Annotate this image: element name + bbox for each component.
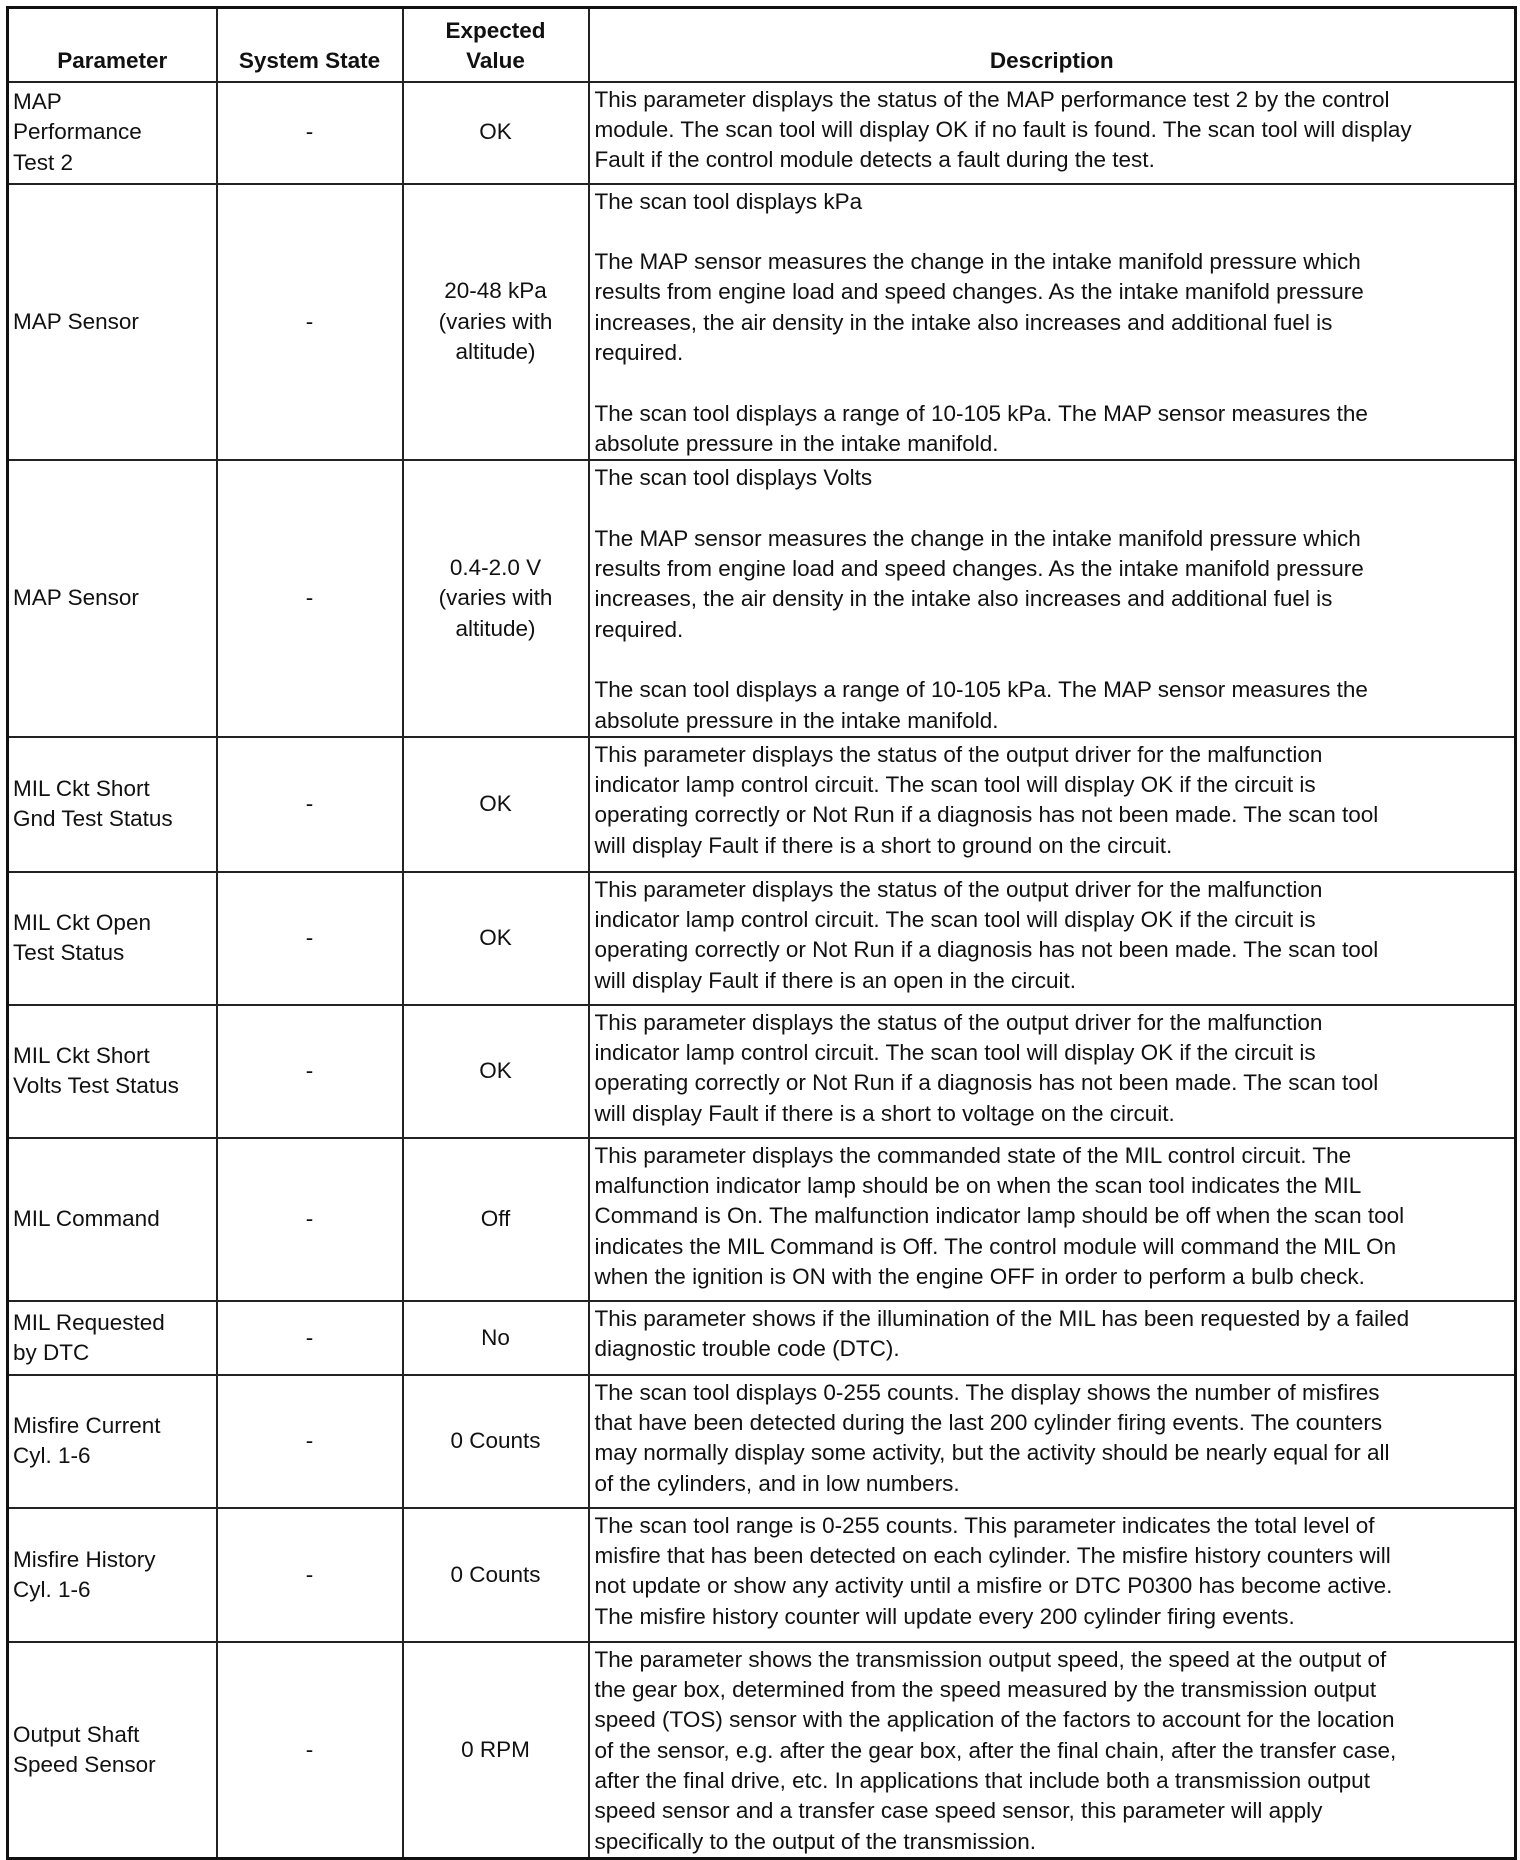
description-cell: This parameter displays the status of the output driver for the malfunction indicator lamp control circuit. The scan tool will display OK if the circuit is operating correctly or Not Run if a diagnosis has not been made. The scan tool will display Fault if there is a short to ground on the circuit. [589,737,1516,872]
expected-value-cell: 0 Counts [403,1508,589,1642]
param-cell: MAP Sensor [8,184,217,461]
table-row [8,1301,1516,1375]
expected-value-cell: Off [403,1138,589,1301]
header-system-state: System State [217,8,403,82]
system-state-cell: - [217,460,403,737]
system-state-cell: - [217,1301,403,1375]
system-state-cell: - [217,1005,403,1138]
expected-value-cell: 0.4-2.0 V (varies with altitude) [403,460,589,737]
description-cell: The scan tool displays kPa The MAP sensor measures the change in the intake manifold pressure which results from engine load and speed changes. As the intake manifold pressure increases, the air density in the intake also increases and additional fuel is required. The scan tool displays a range of 10-105 kPa. The MAP sensor measures the absolute pressure in the intake manifold. [589,184,1516,461]
param-cell: MIL Command [8,1138,217,1301]
expected-value-cell: 0 RPM [403,1642,589,1859]
param-cell: MIL Ckt Open Test Status [8,872,217,1005]
header-expected-value: Expected Value [403,8,589,82]
description-cell: The scan tool displays 0-255 counts. The display shows the number of misfires that have been detected during the last 200 cylinder firing events. The counters may normally display some activity, but the activity should be nearly equal for all of the cylinders, and in low numbers. [589,1375,1516,1508]
table-row [8,1508,1516,1642]
param-cell: MIL Ckt Short Gnd Test Status [8,737,217,872]
description-cell: This parameter displays the status of the output driver for the malfunction indicator lamp control circuit. The scan tool will display OK if the circuit is operating correctly or Not Run if a diagnosis has not been made. The scan tool will display Fault if there is an open in the circuit. [589,872,1516,1005]
system-state-cell: - [217,1642,403,1859]
system-state-cell: - [217,82,403,184]
description-cell: This parameter displays the status of the output driver for the malfunction indicator lamp control circuit. The scan tool will display OK if the circuit is operating correctly or Not Run if a diagnosis has not been made. The scan tool will display Fault if there is a short to voltage on the circuit. [589,1005,1516,1138]
table-body [8,82,1516,1859]
table-row [8,737,1516,872]
expected-value-cell: OK [403,1005,589,1138]
param-cell: MIL Ckt Short Volts Test Status [8,1005,217,1138]
expected-value-cell: 0 Counts [403,1375,589,1508]
param-cell: MAP Performance Test 2 [8,82,217,184]
description-cell: The scan tool range is 0-255 counts. This parameter indicates the total level of misfire that has been detected on each cylinder. The misfire history counters will not update or show any activity until a misfire or DTC P0300 has become active. The misfire history counter will update every 200 cylinder firing events. [589,1508,1516,1642]
parameter-table [6,6,1517,1860]
system-state-cell: - [217,872,403,1005]
table-row [8,1642,1516,1859]
table-row [8,872,1516,1005]
param-cell: MIL Requested by DTC [8,1301,217,1375]
param-cell: Output Shaft Speed Sensor [8,1642,217,1859]
description-cell: The parameter shows the transmission output speed, the speed at the output of the gear box, determined from the speed measured by the transmission output speed (TOS) sensor with the application of the factors to account for the location of the sensor, e.g. after the gear box, after the final chain, after the transfer case, after the final drive, etc. In applications that include both a transmission output speed sensor and a transfer case speed sensor, this parameter will apply specifically to the output of the transmission. [589,1642,1516,1859]
table-row [8,460,1516,737]
table-row [8,1005,1516,1138]
table-row [8,82,1516,184]
param-cell: MAP Sensor [8,460,217,737]
header-description: Description [589,8,1516,82]
system-state-cell: - [217,1508,403,1642]
expected-value-cell: OK [403,737,589,872]
table-row [8,184,1516,461]
header-row [8,8,1516,82]
system-state-cell: - [217,1375,403,1508]
param-cell: Misfire Current Cyl. 1-6 [8,1375,217,1508]
description-cell: This parameter displays the commanded state of the MIL control circuit. The malfunction indicator lamp should be on when the scan tool indicates the MIL Command is On. The malfunction indicator lamp should be off when the scan tool indicates the MIL Command is Off. The control module will command the MIL On when the ignition is ON with the engine OFF in order to perform a bulb check. [589,1138,1516,1301]
expected-value-cell: OK [403,872,589,1005]
expected-value-cell: 20-48 kPa (varies with altitude) [403,184,589,461]
description-cell: The scan tool displays Volts The MAP sensor measures the change in the intake manifold pressure which results from engine load and speed changes. As the intake manifold pressure increases, the air density in the intake also increases and additional fuel is required. The scan tool displays a range of 10-105 kPa. The MAP sensor measures the absolute pressure in the intake manifold. [589,460,1516,737]
system-state-cell: - [217,737,403,872]
description-cell: This parameter shows if the illumination of the MIL has been requested by a failed diagnostic trouble code (DTC). [589,1301,1516,1375]
expected-value-cell: OK [403,82,589,184]
table-row [8,1375,1516,1508]
expected-value-cell: No [403,1301,589,1375]
table-row [8,1138,1516,1301]
system-state-cell: - [217,1138,403,1301]
param-cell: Misfire History Cyl. 1-6 [8,1508,217,1642]
header-parameter: Parameter [8,8,217,82]
description-cell: This parameter displays the status of the MAP performance test 2 by the control module. The scan tool will display OK if no fault is found. The scan tool will display Fault if the control module detects a fault during the test. [589,82,1516,184]
system-state-cell: - [217,184,403,461]
